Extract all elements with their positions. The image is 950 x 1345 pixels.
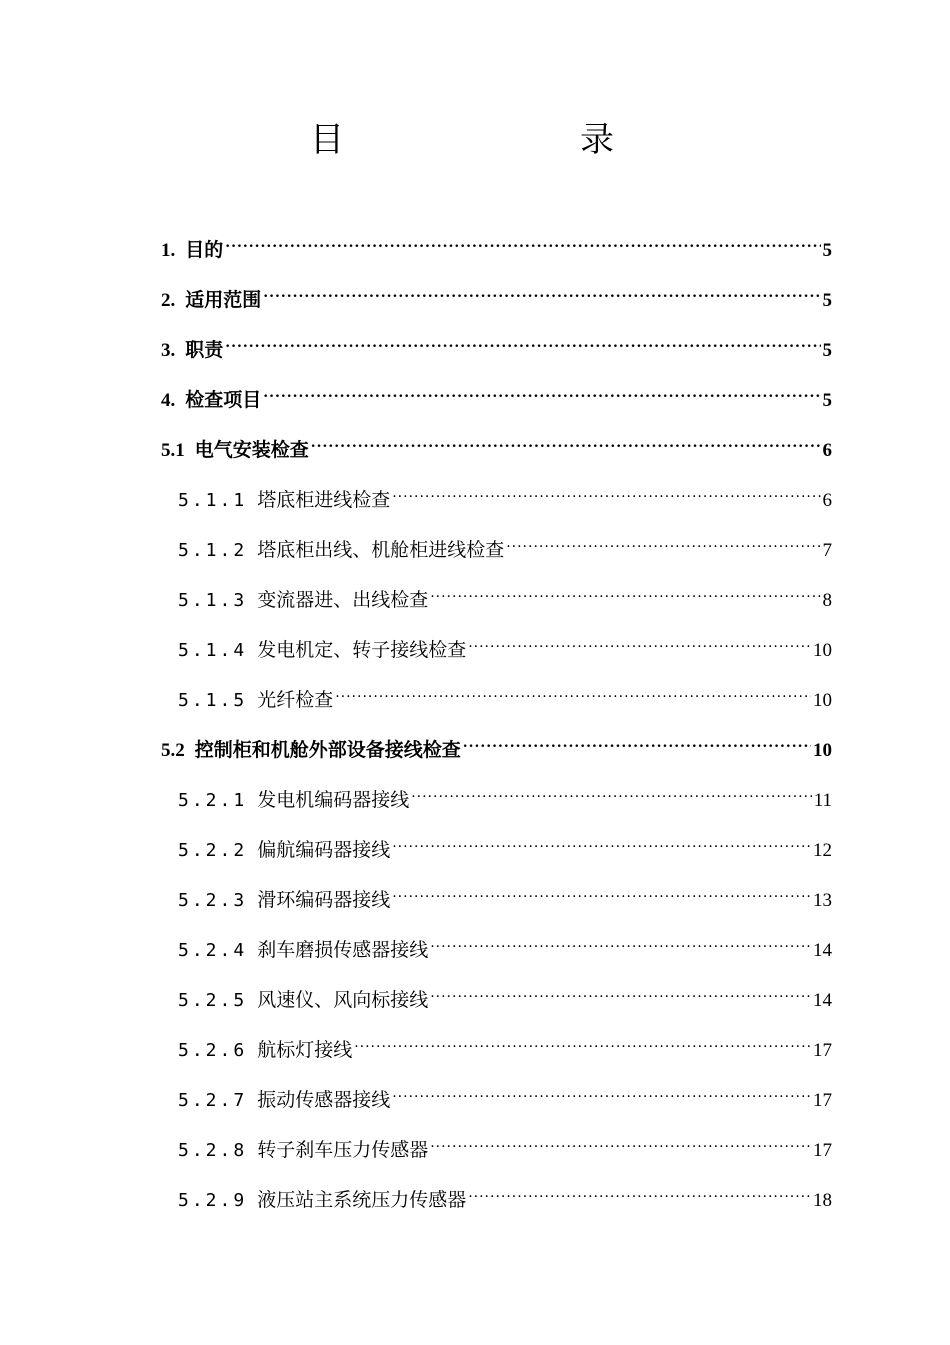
toc-entry-page: 11 <box>813 790 832 811</box>
toc-entry-label: 滑环编码器接线 <box>257 889 391 911</box>
toc-dot-leader <box>430 1126 811 1156</box>
toc-entry-number: 5.1.5 <box>178 690 248 711</box>
toc-entry-number: 5.2.3 <box>178 890 248 911</box>
toc-entry[interactable] <box>161 426 832 461</box>
toc-entry-label: 振动传感器接线 <box>257 1089 391 1111</box>
toc-entry-label: 目的 <box>185 239 224 261</box>
toc-entry[interactable] <box>178 1126 832 1161</box>
toc-entry-page: 5 <box>822 390 832 411</box>
toc-entry-label: 液压站主系统压力传感器 <box>257 1189 467 1211</box>
toc-entry-label: 变流器进、出线检查 <box>257 589 429 611</box>
toc-entry[interactable] <box>178 626 832 661</box>
toc-dot-leader <box>463 726 811 756</box>
toc-dot-leader <box>392 476 820 506</box>
toc-dot-leader <box>311 426 821 456</box>
toc-dot-leader <box>430 576 820 606</box>
toc-entry[interactable] <box>178 926 832 961</box>
toc-entry-label: 发电机定、转子接线检查 <box>257 639 467 661</box>
toc-entry-number: 5.2.6 <box>178 1040 248 1061</box>
toc-entry-number: 2. <box>161 290 176 311</box>
toc-dot-leader <box>392 876 811 906</box>
toc-entry-label: 适用范围 <box>185 289 262 311</box>
toc-entry-page: 17 <box>813 1090 832 1111</box>
toc-entry[interactable] <box>161 326 832 361</box>
toc-entry-number: 5.1.2 <box>178 540 248 561</box>
toc-entry-label: 塔底柜进线检查 <box>257 489 391 511</box>
toc-dot-leader <box>263 376 820 406</box>
page-title: 目 录 <box>310 120 670 160</box>
toc-entry-page: 12 <box>813 840 832 861</box>
toc-dot-leader <box>392 1076 811 1106</box>
toc-entry-page: 8 <box>822 590 832 611</box>
toc-entry[interactable] <box>178 526 832 561</box>
toc-entry-page: 5 <box>822 290 832 311</box>
toc-entry-number: 5.2.4 <box>178 940 248 961</box>
toc-dot-leader <box>506 526 820 556</box>
toc-entry-number: 4. <box>161 390 176 411</box>
toc-entry-page: 5 <box>822 240 832 261</box>
toc-entry-label: 转子刹车压力传感器 <box>257 1139 429 1161</box>
toc-dot-leader <box>225 226 820 256</box>
toc-entry[interactable] <box>161 376 832 411</box>
toc-entry-page: 10 <box>813 740 832 761</box>
toc-entry-label: 职责 <box>185 339 224 361</box>
toc-entry-number: 5.2.7 <box>178 1090 248 1111</box>
toc-entry-label: 发电机编码器接线 <box>257 789 410 811</box>
toc-entry-label: 偏航编码器接线 <box>257 839 391 861</box>
toc-entry-label: 检查项目 <box>185 389 262 411</box>
toc-entry-page: 5 <box>822 340 832 361</box>
toc-entry-number: 5.1.3 <box>178 590 248 611</box>
toc-entry-page: 10 <box>813 640 832 661</box>
toc-dot-leader <box>392 826 811 856</box>
toc-dot-leader <box>225 326 820 356</box>
toc-entry-label: 电气安装检查 <box>194 439 309 461</box>
toc-entry[interactable] <box>178 576 832 611</box>
toc-dot-leader <box>430 976 811 1006</box>
toc-entry-page: 10 <box>813 690 832 711</box>
toc-entry-page: 13 <box>813 890 832 911</box>
toc-entry[interactable] <box>161 226 832 261</box>
toc-entry[interactable] <box>178 826 832 861</box>
toc-entry-number: 5.2.1 <box>178 790 248 811</box>
toc-entry[interactable] <box>178 1026 832 1061</box>
toc-entry-label: 风速仪、风向标接线 <box>257 989 429 1011</box>
toc-entry-number: 3. <box>161 340 176 361</box>
toc-entry[interactable] <box>178 676 832 711</box>
toc-entry[interactable] <box>161 726 832 761</box>
toc-dot-leader <box>354 1026 811 1056</box>
toc-entry-number: 5.1 <box>161 440 185 461</box>
toc-entry-number: 1. <box>161 240 176 261</box>
toc-dot-leader <box>263 276 820 306</box>
toc-dot-leader <box>411 776 812 806</box>
toc-entry-label: 刹车磨损传感器接线 <box>257 939 429 961</box>
toc-entry-page: 17 <box>813 1040 832 1061</box>
toc-dot-leader <box>468 1176 811 1206</box>
toc-dot-leader <box>335 676 811 706</box>
toc-entry-page: 17 <box>813 1140 832 1161</box>
toc-entry-number: 5.1.1 <box>178 490 248 511</box>
toc-dot-leader <box>468 626 811 656</box>
toc-entry-number: 5.1.4 <box>178 640 248 661</box>
toc-entry-page: 6 <box>822 490 832 511</box>
toc-entry-label: 塔底柜出线、机舱柜进线检查 <box>257 539 505 561</box>
toc-entry-number: 5.2.9 <box>178 1190 248 1211</box>
toc-entry-page: 14 <box>813 940 832 961</box>
toc-entry-page: 7 <box>822 540 832 561</box>
toc-entry[interactable] <box>178 776 832 811</box>
toc-entry-label: 光纤检查 <box>257 689 334 711</box>
toc-entry[interactable] <box>178 976 832 1011</box>
toc-entry[interactable] <box>178 1176 832 1211</box>
toc-dot-leader <box>430 926 811 956</box>
toc-entry-page: 14 <box>813 990 832 1011</box>
toc-entry-number: 5.2 <box>161 740 185 761</box>
toc-entry-number: 5.2.5 <box>178 990 248 1011</box>
toc-entry-page: 18 <box>813 1190 832 1211</box>
toc-entry[interactable] <box>178 876 832 911</box>
toc-entry-page: 6 <box>822 440 832 461</box>
toc-entry-number: 5.2.8 <box>178 1140 248 1161</box>
toc-entry[interactable] <box>178 476 832 511</box>
toc-entry-label: 控制柜和机舱外部设备接线检查 <box>194 739 461 761</box>
toc-entry[interactable] <box>178 1076 832 1111</box>
toc-entry-number: 5.2.2 <box>178 840 248 861</box>
toc-entry-label: 航标灯接线 <box>257 1039 353 1061</box>
toc-entry[interactable] <box>161 276 832 311</box>
